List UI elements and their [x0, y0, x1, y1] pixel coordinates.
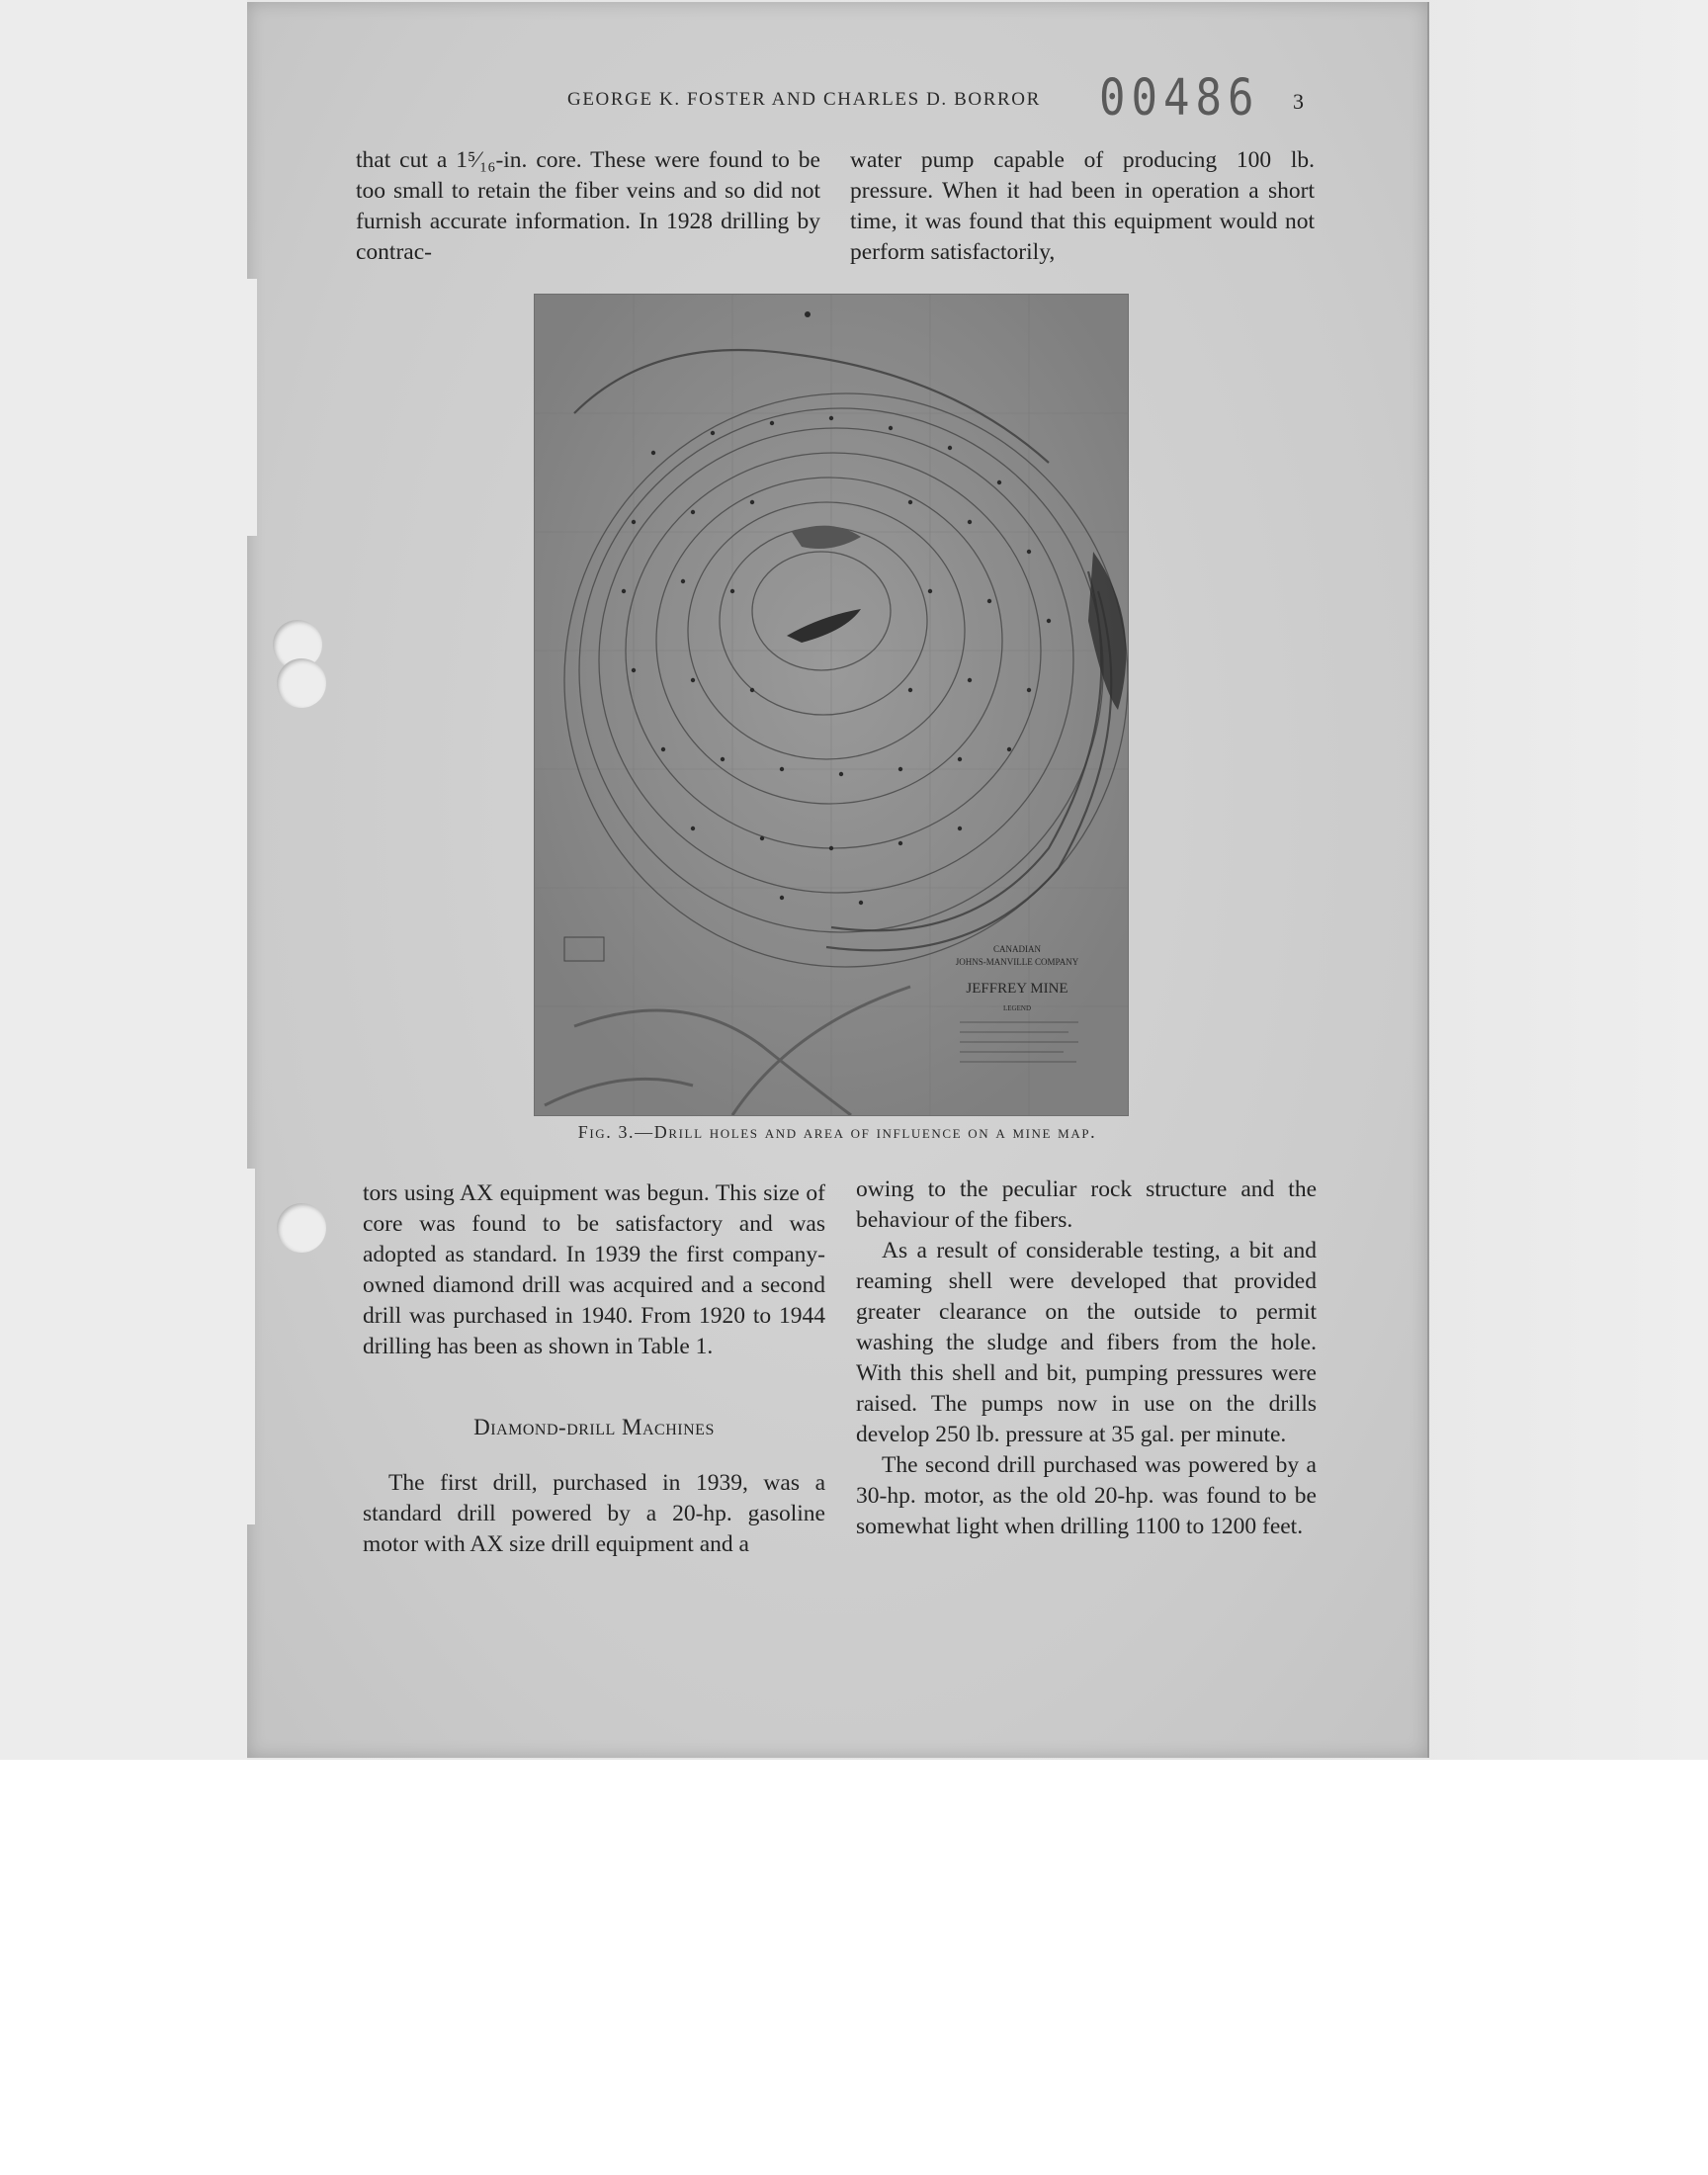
paragraph: owing to the peculiar rock structure and the behaviour of the fibers. — [856, 1176, 1317, 1233]
map-label-company-1: CANADIAN — [993, 944, 1041, 954]
column-bottom-left — [363, 1178, 825, 1560]
map-label-legend: LEGEND — [1003, 1004, 1031, 1012]
mine-map-image — [535, 295, 1128, 1115]
column-top-left — [356, 145, 820, 268]
punch-hole — [277, 1203, 326, 1253]
column-top-right — [850, 145, 1315, 268]
punch-hole — [277, 658, 326, 708]
map-label-company-2: JOHNS-MANVILLE COMPANY — [955, 957, 1079, 967]
torn-edge — [239, 279, 257, 536]
paragraph: As a result of considerable testing, a bit and reaming shell were developed that provided greater clearance on the outside to permit washing the sludge and fibers from the hole. With this shell and bit, pumping pressures were raised. The pumps now in use on the drills develop 250 lb. pressure at 35 gal. per minute. — [856, 1238, 1317, 1447]
scanned-page — [247, 2, 1429, 1758]
paragraph: The first drill, purchased in 1939, was a standard drill powered by a 20-hp. gasoline motor with AX size drill equipment and a — [363, 1470, 825, 1557]
column-bottom-right — [856, 1174, 1317, 1542]
paragraph: that cut a 1⁵⁄₁₆-in. core. These were found to be too small to retain the fiber veins and so did not furnish accurate information. In 1928 drilling by contrac- — [356, 147, 820, 265]
page-number: 3 — [1293, 89, 1304, 114]
paragraph: The second drill purchased was powered by a 30-hp. motor, as the old 20-hp. was found to be somewhat light when drilling 1100 to 1200 feet. — [856, 1452, 1317, 1539]
paragraph: water pump capable of producing 100 lb. pressure. When it had been in operation a short time, it was found that this equipment would not perform satisfactorily, — [850, 147, 1315, 265]
paragraph: tors using AX equipment was begun. This size of core was found to be satisfactory and was adopted as standard. In 1939 the first company-owned diamond drill was acquired and a second drill was purchased in 1940. From 1920 to 1944 drilling has been as shown in Table 1. — [363, 1180, 825, 1359]
torn-edge — [239, 1169, 255, 1524]
stamped-number: 00486 — [1099, 69, 1260, 128]
figure-caption: Fig. 3.—Drill holes and area of influence on a mine map. — [577, 1122, 1097, 1142]
section-heading: Diamond-drill Machines — [473, 1415, 715, 1439]
running-head: GEORGE K. FOSTER AND CHARLES D. BORROR — [567, 89, 1041, 110]
scan-margin-left — [0, 0, 247, 1760]
figure-mine-map — [534, 294, 1129, 1116]
map-label-mine: JEFFREY MINE — [966, 981, 1068, 997]
